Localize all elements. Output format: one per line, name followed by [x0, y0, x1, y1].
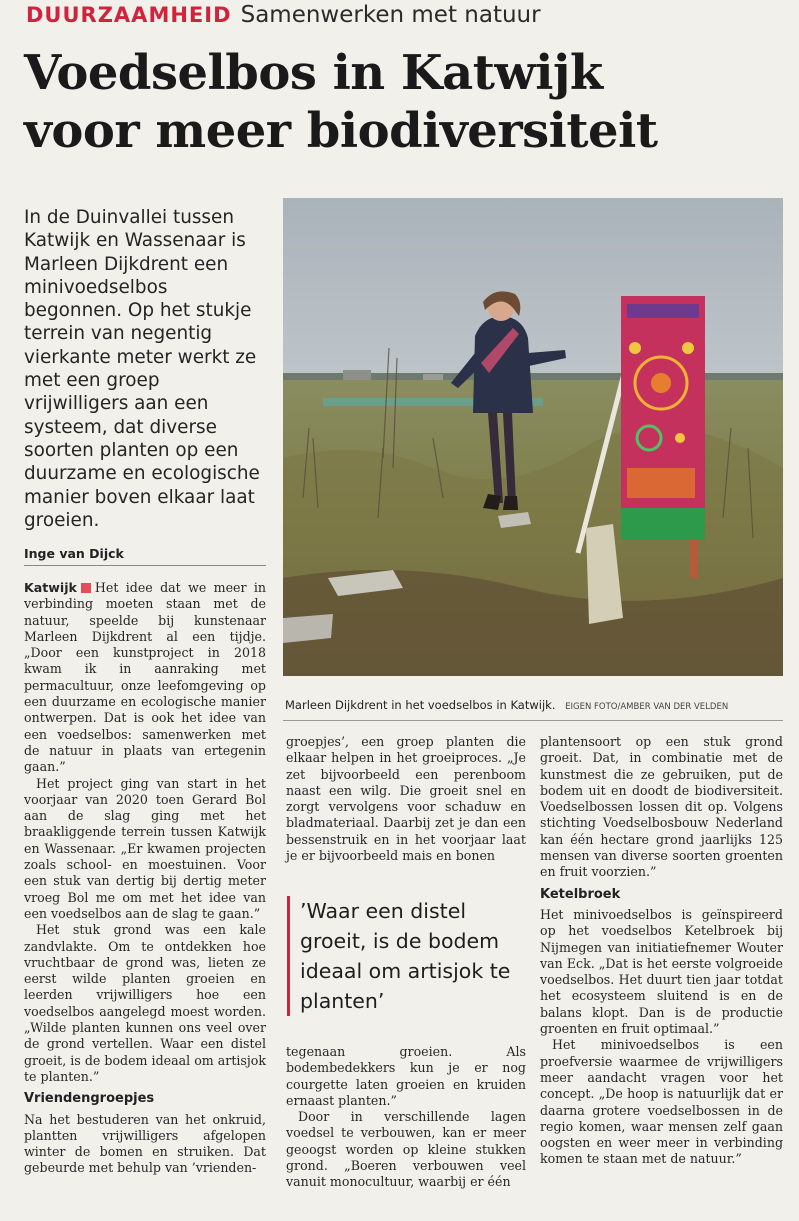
article-column-3 [540, 734, 783, 1168]
topic-label: Samenwerken met natuur [240, 2, 541, 28]
paragraph: tegenaan groeien. Als bodembedekkers kun je er nog courgette laten groeien en kruiden ernaast planten.” [286, 1044, 526, 1108]
pull-quote: ’Waar een distel groeit, is de bodem ideaal om artisjok te planten’ [287, 896, 527, 1016]
caption-divider [283, 720, 783, 721]
subheading: Vriendengroepjes [24, 1091, 155, 1107]
photo-caption [285, 698, 785, 712]
intro-paragraph: In de Duinvallei tussen Katwijk en Wassenaar is Marleen Dijkdrent een minivoedselbos begonnen. Op het stukje terrein van negentig vierkante meter werkt ze met een groep vrijwilligers aan een systeem, dat diverse soorten planten op een duurzame en ecologische manier boven elkaar laat groeien. [24, 207, 260, 531]
dateline: Katwijk [24, 580, 77, 595]
paragraph: Het minivoedselbos is een proefversie waarmee de vrijwilligers meer aandacht vragen voor het concept. „De hoop is natuurlijk dat er daarna grotere voedselbossen in de regio komen, waar mensen zelf gaan oogsten en weer meer in verbinding komen te staan met de natuur.” [540, 1037, 783, 1167]
paragraph: plantensoort op een stuk grond groeit. Dat, in combinatie met de kunstmest die ze gebruiken, put de bodem uit en doodt de biodiversiteit. Voedselbossen lossen dit op. Volgens stichting Voedselbosbouw Nederland kan één hectare grond jaarlijks 125 mensen van diverse soorten groenten en fruit voorzien.” [540, 734, 783, 880]
article-photo [283, 198, 783, 676]
photo-credit: EIGEN FOTO/AMBER VAN DER VELDEN [565, 702, 729, 712]
paragraph: Na het bestuderen van het onkruid, plantten vrijwilligers afgelopen winter de bomen en struiken. Dat gebeurde met behulp van ’vrienden- [24, 1111, 266, 1176]
article-column-1 [24, 580, 266, 1177]
paragraph: Door in verschillende lagen voedsel te verbouwen, kan er meer geoogst worden op kleine stukken grond. „Boeren verbouwen veel vanuit monocultuur, waarbij er één [286, 1109, 526, 1190]
photo-illustration [283, 198, 783, 676]
paragraph: Het stuk grond was een kale zandvlakte. Om te ontdekken hoe vruchtbaar de grond was, lieten ze eerst wilde planten groeien en leerden vrijwilligers hoe een voedselbos aangelegd moest worden. „Wilde planten kunnen ons veel over de grond vertellen. Waar een distel groeit, is de bodem ideaal om artisjok te planten.” [24, 922, 266, 1084]
paragraph: groepjes’, een groep planten die elkaar helpen in het groeiproces. „Je zet bijvoorbeeld een perenboom naast een wilg. Die groeit snel en zorgt vervolgens voor schaduw en bladmateriaal. Daarbij zet je dan een bessenstruik en in het voorjaar laat je er bijvoorbeeld mais en bonen [286, 734, 526, 864]
caption-text: Marleen Dijkdrent in het voedselbos in Katwijk. [285, 698, 556, 712]
paragraph: Het project ging van start in het voorjaar van 2020 toen Gerard Bol aan de slag ging met het braakliggende terrein tussen Katwijk en Wassenaar. „Er kwamen projecten zoals school- en moestuinen. Voor een stuk van dertig bij dertig meter vroeg Bol me om met het idee van een voedselbos aan de slag te gaan.” [24, 775, 266, 921]
headline-line-2: voor meer biodiversiteit [24, 103, 658, 159]
paragraph: Katwijk Het idee dat we meer in verbinding moeten staan met de natuur, speelde bij kunstenaar Marleen Dijkdrent al een tijdje. „Door een kunstproject in 2018 kwam ik in aanraking met permacultuur, onze leefomgeving op een duurzame en ecologische manier ontwerpen. Dat is ook het idee van een voedselbos: samenwerken met de natuur in plaats van ertegenin gaan.” [24, 580, 266, 775]
byline: Inge van Dijck [24, 546, 266, 566]
subheading: Ketelbroek [540, 886, 621, 902]
paragraph: Het minivoedselbos is geïnspireerd op het voedselbos Ketelbroek bij Nijmegen van initiatiefnemer Wouter van Eck. „Dat is het eerste volgroeide voedselbos. Het duurt tien jaar totdat het ecosysteem sluitend is en de balans klopt. Dan is de productie groenten en fruit optimaal.” [540, 906, 783, 1037]
article-column-2-continued [286, 1044, 526, 1191]
dateline-square-icon [81, 583, 91, 593]
kicker [26, 2, 541, 28]
headline-line-1: Voedselbos in Katwijk [24, 45, 603, 101]
article-column-2 [286, 734, 526, 864]
headline [24, 44, 784, 160]
section-label: DUURZAAMHEID [26, 3, 232, 27]
